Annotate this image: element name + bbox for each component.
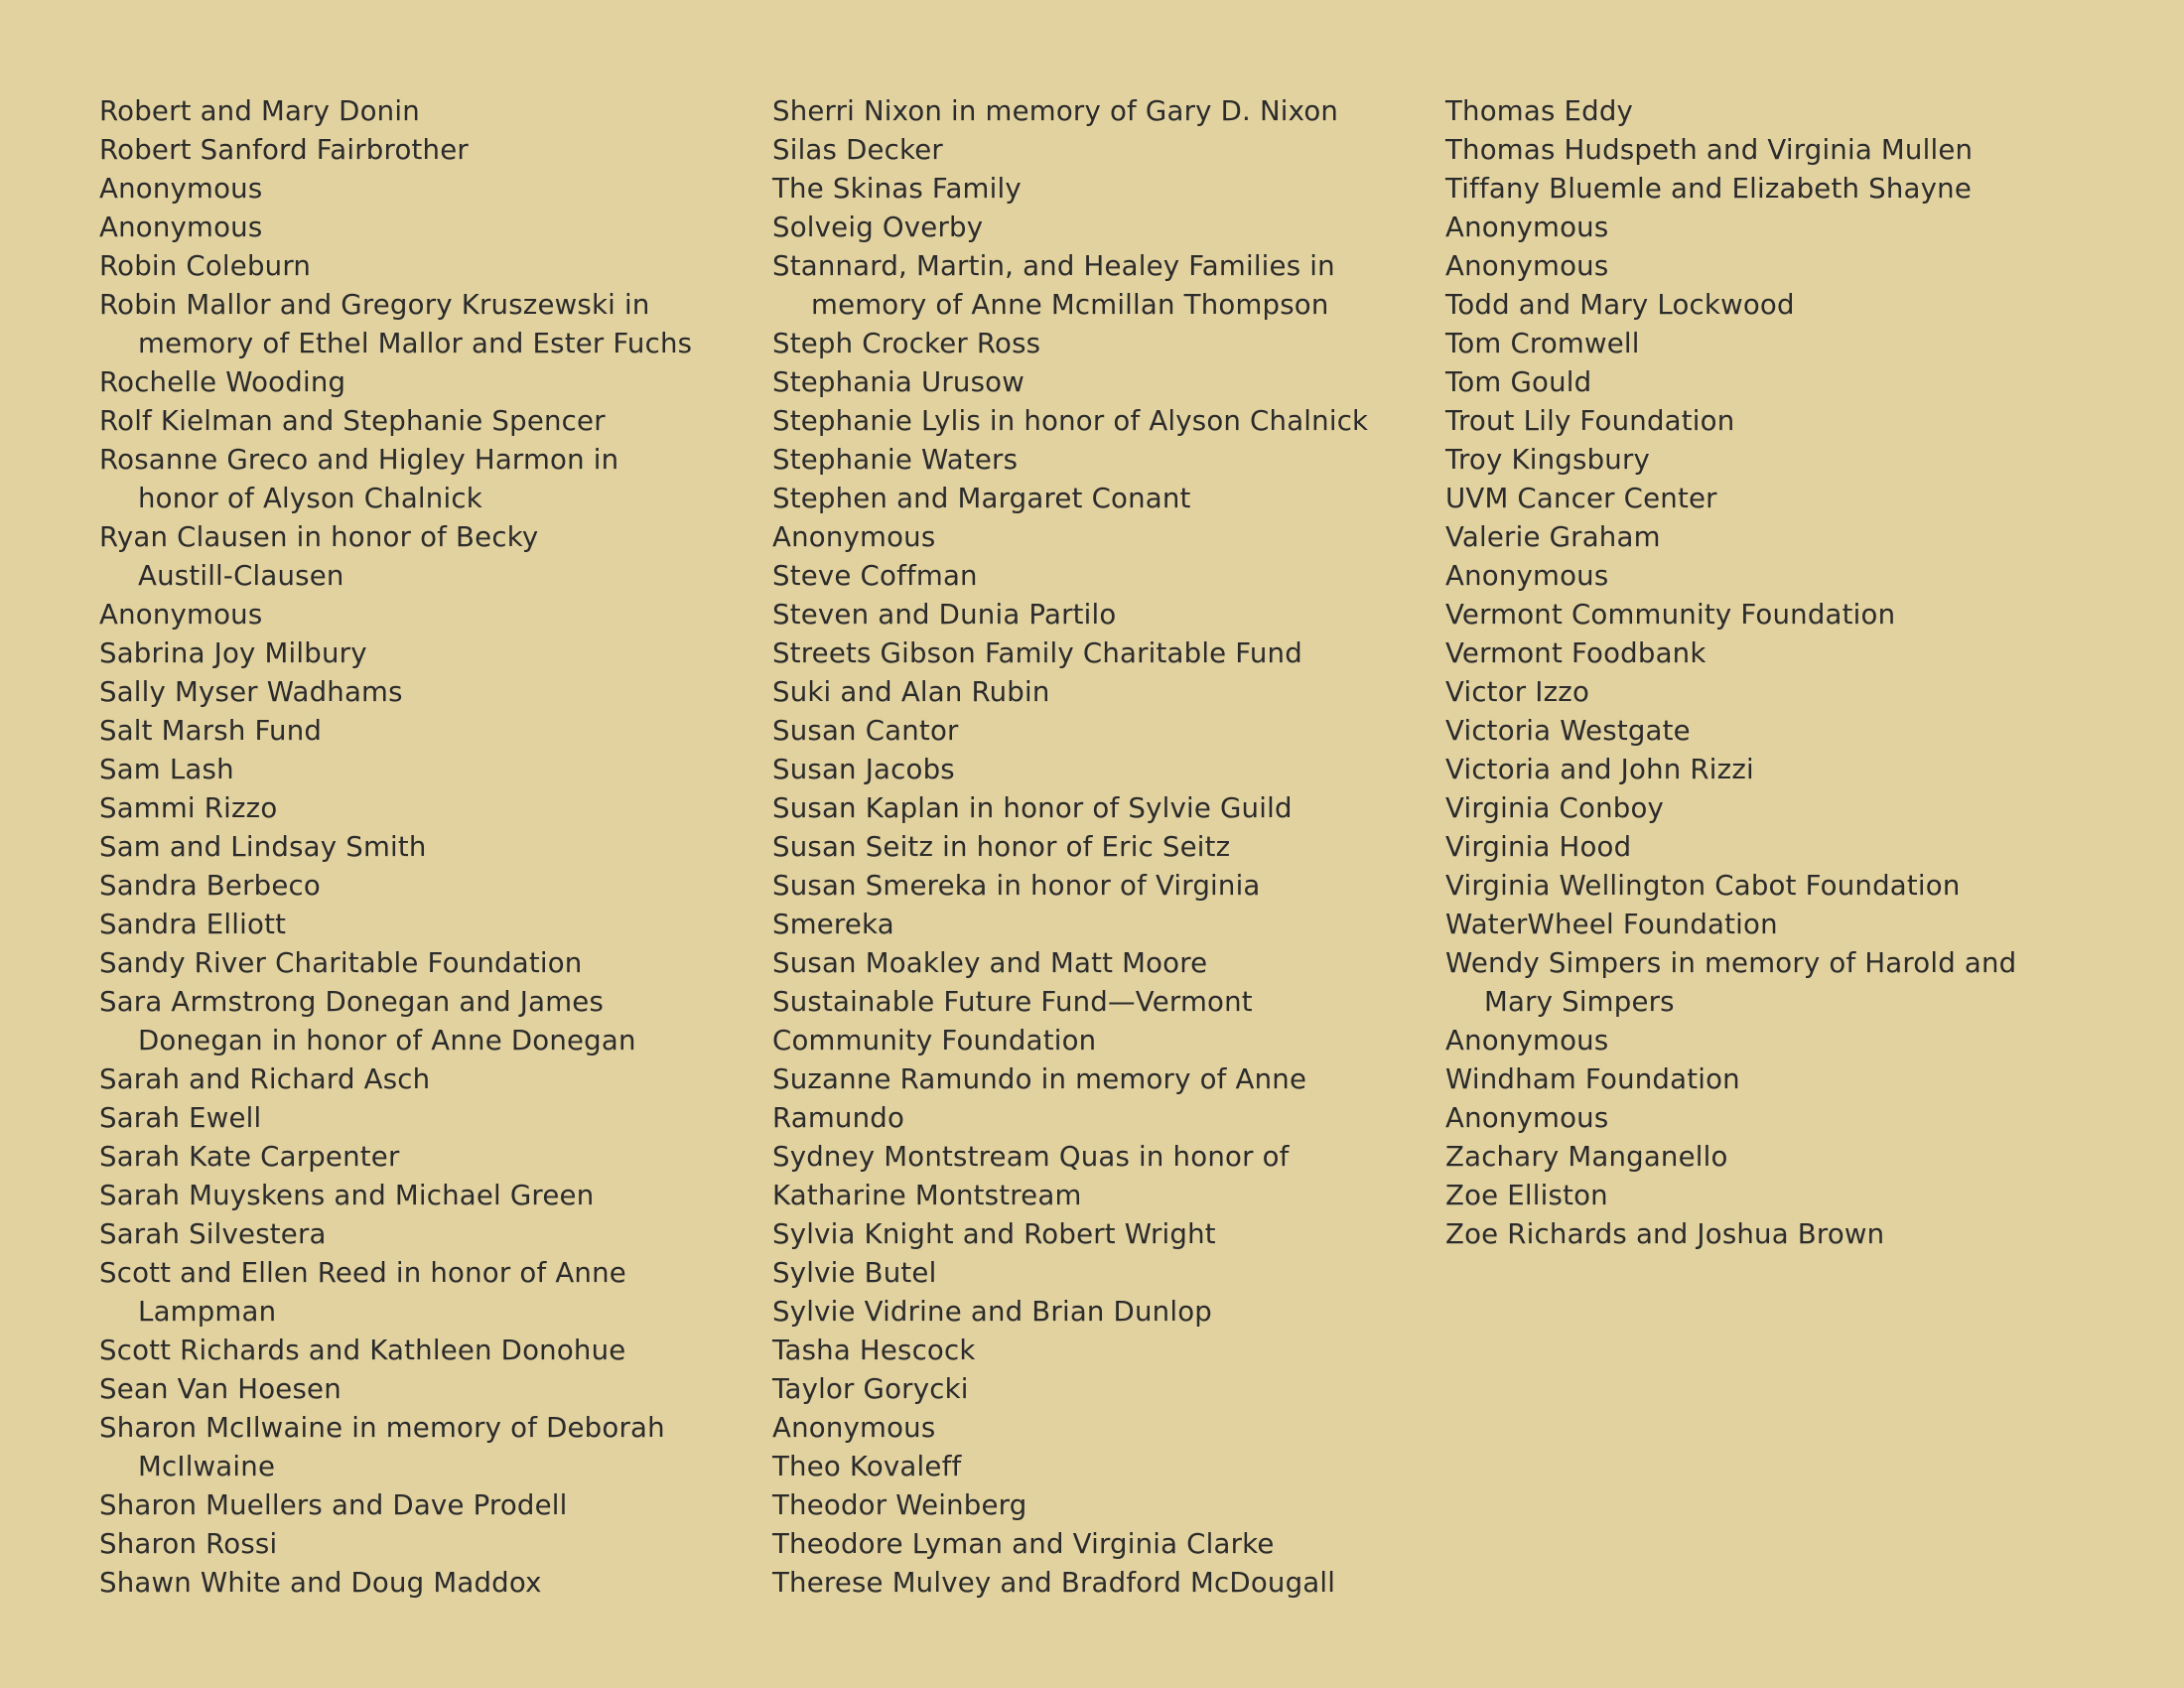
donor-name-line: Sylvia Knight and Robert Wright: [772, 1217, 1216, 1250]
donor-name-line: Scott Richards and Kathleen Donohue: [99, 1334, 626, 1366]
donor-name-line: Sharon Rossi: [99, 1527, 278, 1560]
donor-name-line: Trout Lily Foundation: [1445, 404, 1735, 437]
donor-name-line: Anonymous: [1445, 211, 1609, 243]
donor-name-line: Anonymous: [1445, 1101, 1609, 1134]
donor-name-continuation: Austill-Clausen: [138, 559, 344, 592]
donor-name-line: Victoria Westgate: [1445, 714, 1691, 747]
donor-name-line: Scott and Ellen Reed in honor of Anne: [99, 1256, 626, 1289]
donor-name-line: Robin Coleburn: [99, 249, 312, 282]
donor-name-line: Ryan Clausen in honor of Becky: [99, 520, 539, 553]
donor-name-line: Sally Myser Wadhams: [99, 675, 403, 708]
donor-name-line: Susan Cantor: [772, 714, 959, 747]
donor-name-line: Sylvie Vidrine and Brian Dunlop: [772, 1295, 1212, 1328]
donor-name-continuation: honor of Alyson Chalnick: [138, 482, 482, 514]
donor-name-line: Victor Izzo: [1445, 675, 1590, 708]
donor-name-line: Sarah Kate Carpenter: [99, 1140, 400, 1173]
donor-name-line: Sharon McIlwaine in memory of Deborah: [99, 1411, 665, 1444]
donor-name-continuation: McIlwaine: [138, 1450, 276, 1482]
donor-name-line: Sharon Muellers and Dave Prodell: [99, 1488, 568, 1521]
donor-name-line: Anonymous: [1445, 559, 1609, 592]
donor-name-line: Wendy Simpers in memory of Harold and: [1445, 946, 2017, 979]
donor-name-continuation: Mary Simpers: [1484, 985, 1675, 1018]
donor-name-line: Sydney Montstream Quas in honor of: [772, 1140, 1290, 1173]
donor-name-line: Sandy River Charitable Foundation: [99, 946, 583, 979]
donor-name-line: Stephen and Margaret Conant: [772, 482, 1191, 514]
donor-name-line: Vermont Community Foundation: [1445, 598, 1896, 631]
donor-name-continuation: Donegan in honor of Anne Donegan: [138, 1024, 636, 1056]
donor-name-line: UVM Cancer Center: [1445, 482, 1717, 514]
donor-name-line: Stephania Urusow: [772, 365, 1024, 398]
donor-name-continuation: memory of Anne Mcmillan Thompson: [811, 288, 1329, 321]
donor-name-line: Susan Seitz in honor of Eric Seitz: [772, 830, 1231, 863]
donor-name-line: Community Foundation: [772, 1024, 1097, 1056]
donor-name-line: Tom Gould: [1445, 365, 1592, 398]
donor-column-2: [772, 91, 1428, 1602]
donor-name-line: Anonymous: [772, 520, 936, 553]
donor-column-3: [1445, 91, 2101, 1253]
donor-name-line: Anonymous: [99, 211, 263, 243]
donor-name-line: Streets Gibson Family Charitable Fund: [772, 636, 1302, 669]
donor-name-line: Zachary Manganello: [1445, 1140, 1728, 1173]
donor-name-line: Zoe Richards and Joshua Brown: [1445, 1217, 1885, 1250]
donor-name-line: Sarah and Richard Asch: [99, 1062, 431, 1095]
donor-name-line: Sarah Silvestera: [99, 1217, 327, 1250]
donor-name-line: Tom Cromwell: [1445, 327, 1640, 359]
donor-name-line: Theodore Lyman and Virginia Clarke: [772, 1527, 1275, 1560]
donor-name-line: Smereka: [772, 908, 894, 940]
donor-name-line: Robert Sanford Fairbrother: [99, 133, 469, 166]
donor-name-line: Tasha Hescock: [772, 1334, 976, 1366]
donor-name-line: Suki and Alan Rubin: [772, 675, 1050, 708]
donor-name-line: Rolf Kielman and Stephanie Spencer: [99, 404, 606, 437]
donor-name-line: WaterWheel Foundation: [1445, 908, 1778, 940]
donor-column-1: [99, 91, 754, 1602]
donor-name-line: Virginia Wellington Cabot Foundation: [1445, 869, 1961, 902]
donor-name-continuation: Lampman: [138, 1295, 277, 1328]
donor-name-line: Thomas Eddy: [1445, 94, 1634, 127]
donor-name-line: Katharine Montstream: [772, 1179, 1082, 1211]
donor-name-line: Anonymous: [99, 172, 263, 205]
donor-name-line: The Skinas Family: [772, 172, 1022, 205]
donor-name-line: Taylor Gorycki: [772, 1372, 969, 1405]
donor-name-line: Robin Mallor and Gregory Kruszewski in: [99, 288, 650, 321]
donor-name-line: Sylvie Butel: [772, 1256, 937, 1289]
donor-name-line: Windham Foundation: [1445, 1062, 1740, 1095]
donor-name-line: Anonymous: [99, 598, 263, 631]
donor-name-line: Sandra Elliott: [99, 908, 287, 940]
donor-name-line: Sara Armstrong Donegan and James: [99, 985, 605, 1018]
donor-name-line: Todd and Mary Lockwood: [1445, 288, 1795, 321]
donor-name-line: Sam and Lindsay Smith: [99, 830, 427, 863]
donor-name-line: Steph Crocker Ross: [772, 327, 1041, 359]
donor-name-line: Sarah Muyskens and Michael Green: [99, 1179, 595, 1211]
donor-name-line: Susan Jacobs: [772, 753, 955, 785]
donor-name-line: Sherri Nixon in memory of Gary D. Nixon: [772, 94, 1339, 127]
donor-name-line: Therese Mulvey and Bradford McDougall: [772, 1566, 1336, 1599]
donor-name-line: Troy Kingsbury: [1445, 443, 1651, 476]
donor-name-line: Sam Lash: [99, 753, 234, 785]
donor-name-line: Vermont Foodbank: [1445, 636, 1706, 669]
donor-name-line: Robert and Mary Donin: [99, 94, 420, 127]
donor-name-line: Zoe Elliston: [1445, 1179, 1608, 1211]
donor-name-continuation: memory of Ethel Mallor and Ester Fuchs: [138, 327, 693, 359]
donor-name-line: Susan Kaplan in honor of Sylvie Guild: [772, 791, 1293, 824]
donor-name-line: Valerie Graham: [1445, 520, 1661, 553]
donor-name-line: Sammi Rizzo: [99, 791, 278, 824]
donor-name-line: Sarah Ewell: [99, 1101, 262, 1134]
donor-name-line: Sabrina Joy Milbury: [99, 636, 367, 669]
donor-name-line: Steve Coffman: [772, 559, 978, 592]
donor-name-line: Anonymous: [1445, 1024, 1609, 1056]
donor-name-line: Steven and Dunia Partilo: [772, 598, 1117, 631]
donor-name-line: Stephanie Lylis in honor of Alyson Chalnick: [772, 404, 1369, 437]
donor-name-line: Virginia Hood: [1445, 830, 1632, 863]
donor-name-line: Tiffany Bluemle and Elizabeth Shayne: [1445, 172, 1972, 205]
donor-name-line: Silas Decker: [772, 133, 943, 166]
donor-name-line: Sean Van Hoesen: [99, 1372, 341, 1405]
donor-name-line: Virginia Conboy: [1445, 791, 1665, 824]
donor-name-line: Thomas Hudspeth and Virginia Mullen: [1445, 133, 1974, 166]
donor-name-line: Susan Smereka in honor of Virginia: [772, 869, 1261, 902]
donor-name-line: Salt Marsh Fund: [99, 714, 323, 747]
donor-name-line: Anonymous: [1445, 249, 1609, 282]
donor-name-line: Victoria and John Rizzi: [1445, 753, 1754, 785]
donor-name-line: Solveig Overby: [772, 211, 984, 243]
donor-name-line: Shawn White and Doug Maddox: [99, 1566, 542, 1599]
donor-name-line: Theodor Weinberg: [772, 1488, 1027, 1521]
donor-name-line: Sustainable Future Fund—Vermont: [772, 985, 1253, 1018]
donor-name-line: Stephanie Waters: [772, 443, 1019, 476]
donor-name-line: Susan Moakley and Matt Moore: [772, 946, 1208, 979]
donor-name-line: Anonymous: [772, 1411, 936, 1444]
donor-name-line: Rosanne Greco and Higley Harmon in: [99, 443, 619, 476]
donor-name-line: Rochelle Wooding: [99, 365, 346, 398]
donor-name-line: Stannard, Martin, and Healey Families in: [772, 249, 1335, 282]
donor-name-line: Suzanne Ramundo in memory of Anne: [772, 1062, 1307, 1095]
donor-name-line: Sandra Berbeco: [99, 869, 321, 902]
donor-name-line: Ramundo: [772, 1101, 905, 1134]
donor-name-line: Theo Kovaleff: [772, 1450, 962, 1482]
